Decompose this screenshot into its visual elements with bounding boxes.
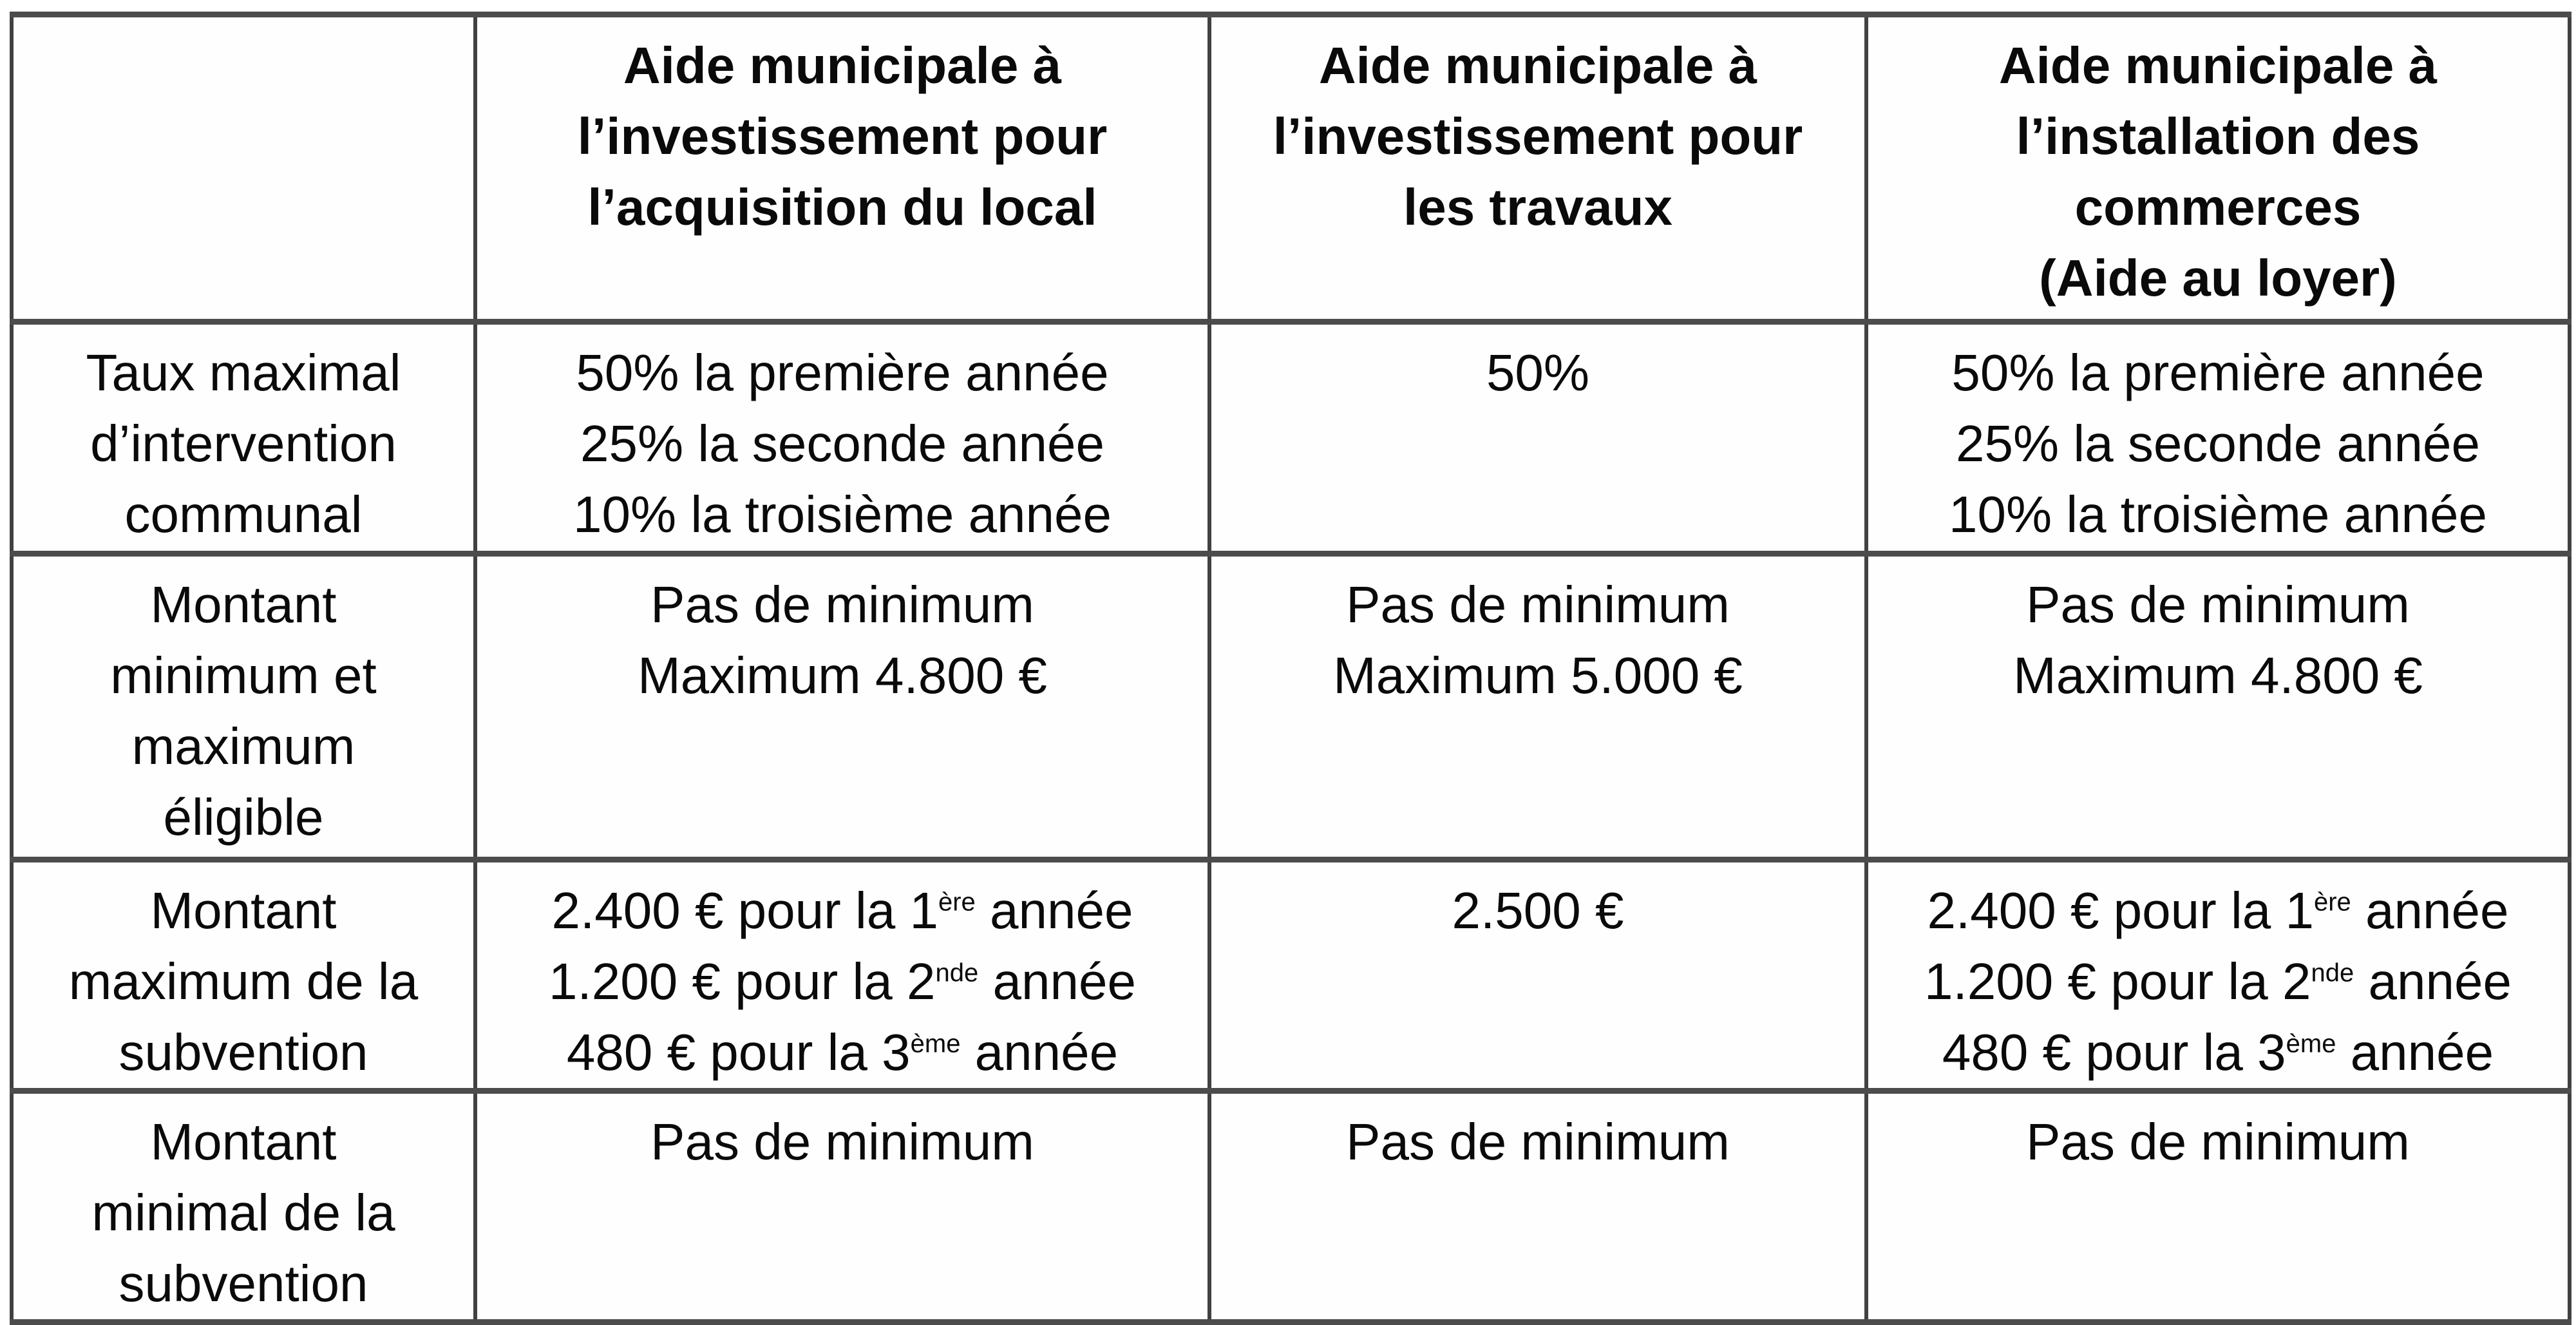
text-line: Pas de minimum bbox=[2026, 576, 2410, 633]
text-line: 50% bbox=[1486, 344, 1590, 401]
text-line: Maximum 4.800 € bbox=[638, 647, 1047, 704]
ordinal-superscript: nde bbox=[2311, 958, 2354, 987]
cell-minimal-acquisition-text bbox=[484, 1107, 1201, 1177]
text-line: Montant bbox=[150, 882, 337, 939]
text-line: Pas de minimum bbox=[2026, 1113, 2410, 1170]
ordinal-superscript: ème bbox=[2286, 1029, 2336, 1058]
text-line: Pas de minimum bbox=[1346, 576, 1730, 633]
text-line: l’acquisition du local bbox=[587, 178, 1097, 236]
text-line: l’investissement pour bbox=[1273, 108, 1803, 165]
row-label-montant-eligible bbox=[12, 554, 475, 860]
text-line: les travaux bbox=[1403, 178, 1673, 236]
header-aide-installation-text bbox=[1875, 30, 2561, 314]
text-line: 50% la première année bbox=[576, 344, 1109, 401]
ordinal-superscript: ère bbox=[2313, 888, 2351, 917]
row-montant-eligible bbox=[12, 554, 2570, 860]
text-line: d’intervention bbox=[90, 415, 397, 472]
text-line: Montant bbox=[150, 1113, 337, 1170]
text-line: 2.400 € pour la 1ère année bbox=[1927, 882, 2509, 939]
text-line: Aide municipale à bbox=[623, 37, 1062, 94]
text-line: l’investissement pour bbox=[577, 108, 1108, 165]
cell-maximum-acquisition bbox=[475, 860, 1209, 1091]
text-line: 1.200 € pour la 2nde année bbox=[549, 953, 1136, 1010]
cell-taux-acquisition bbox=[475, 322, 1209, 554]
cell-minimal-travaux-text bbox=[1218, 1107, 1858, 1177]
cell-minimal-installation-text bbox=[1875, 1107, 2561, 1177]
row-label-taux-maximal-text bbox=[20, 338, 467, 550]
row-label-montant-minimal bbox=[12, 1091, 475, 1322]
cell-eligible-installation bbox=[1866, 554, 2570, 860]
header-aide-travaux bbox=[1209, 15, 1866, 322]
text-line: communal bbox=[124, 486, 363, 543]
text-line: Pas de minimum bbox=[650, 1113, 1034, 1170]
row-label-montant-eligible-text bbox=[20, 569, 467, 853]
cell-minimal-travaux bbox=[1209, 1091, 1866, 1322]
header-aide-travaux-text bbox=[1218, 30, 1858, 243]
text-line: 1.200 € pour la 2nde année bbox=[1924, 953, 2512, 1010]
row-label-taux-maximal bbox=[12, 322, 475, 554]
text-line: 25% la seconde année bbox=[1956, 415, 2480, 472]
row-montant-minimal bbox=[12, 1091, 2570, 1322]
cell-minimal-acquisition bbox=[475, 1091, 1209, 1322]
text-line: (Aide au loyer) bbox=[2039, 249, 2397, 307]
cell-maximum-acquisition-text bbox=[484, 875, 1201, 1088]
text-line: Aide municipale à bbox=[1318, 37, 1757, 94]
ordinal-superscript: ère bbox=[938, 888, 976, 917]
header-aide-installation bbox=[1866, 15, 2570, 322]
ordinal-superscript: nde bbox=[935, 958, 979, 987]
cell-eligible-acquisition-text bbox=[484, 569, 1201, 711]
cell-eligible-travaux bbox=[1209, 554, 1866, 860]
row-label-montant-maximum bbox=[12, 860, 475, 1091]
cell-eligible-installation-text bbox=[1875, 569, 2561, 711]
cell-maximum-installation bbox=[1866, 860, 2570, 1091]
cell-maximum-travaux-text bbox=[1218, 875, 1858, 946]
text-line: Maximum 5.000 € bbox=[1333, 647, 1743, 704]
text-line: 50% la première année bbox=[1951, 344, 2485, 401]
cell-taux-acquisition-text bbox=[484, 338, 1201, 550]
text-line: Aide municipale à bbox=[1998, 37, 2438, 94]
header-aide-acquisition-text bbox=[484, 30, 1201, 243]
text-line: minimal de la bbox=[91, 1184, 395, 1241]
row-montant-maximum bbox=[12, 860, 2570, 1091]
text-line: 2.400 € pour la 1ère année bbox=[551, 882, 1133, 939]
text-line: l’installation des bbox=[2016, 108, 2420, 165]
cell-taux-installation-text bbox=[1875, 338, 2561, 550]
text-line: subvention bbox=[118, 1024, 368, 1081]
text-line: 480 € pour la 3ème année bbox=[566, 1024, 1119, 1081]
cell-eligible-travaux-text bbox=[1218, 569, 1858, 711]
text-line: 2.500 € bbox=[1452, 882, 1624, 939]
cell-minimal-installation bbox=[1866, 1091, 2570, 1322]
ordinal-superscript: ème bbox=[910, 1029, 961, 1058]
text-line: minimum et bbox=[110, 647, 377, 704]
text-line: commerces bbox=[2074, 178, 2362, 236]
text-line: maximum de la bbox=[68, 953, 419, 1010]
text-line: Pas de minimum bbox=[650, 576, 1034, 633]
header-row bbox=[12, 15, 2570, 322]
row-label-montant-minimal-text bbox=[20, 1107, 467, 1319]
municipal-aid-table bbox=[10, 12, 2571, 1325]
cell-maximum-travaux bbox=[1209, 860, 1866, 1091]
text-line: 10% la troisième année bbox=[573, 486, 1112, 543]
text-line: maximum bbox=[131, 718, 355, 775]
text-line: Maximum 4.800 € bbox=[2013, 647, 2423, 704]
cell-taux-installation bbox=[1866, 322, 2570, 554]
header-aide-acquisition bbox=[475, 15, 1209, 322]
cell-maximum-installation-text bbox=[1875, 875, 2561, 1088]
text-line: 480 € pour la 3ème année bbox=[1942, 1024, 2494, 1081]
text-line: éligible bbox=[163, 788, 324, 846]
cell-taux-travaux bbox=[1209, 322, 1866, 554]
row-label-montant-maximum-text bbox=[20, 875, 467, 1088]
cell-eligible-acquisition bbox=[475, 554, 1209, 860]
text-line: Taux maximal bbox=[86, 344, 401, 401]
text-line: 25% la seconde année bbox=[580, 415, 1104, 472]
text-line: 10% la troisième année bbox=[1948, 486, 2488, 543]
text-line: Montant bbox=[150, 576, 337, 633]
cell-taux-travaux-text bbox=[1218, 338, 1858, 408]
row-taux-maximal bbox=[12, 322, 2570, 554]
text-line: subvention bbox=[118, 1255, 368, 1312]
text-line: Pas de minimum bbox=[1346, 1113, 1730, 1170]
corner-cell bbox=[12, 15, 475, 322]
